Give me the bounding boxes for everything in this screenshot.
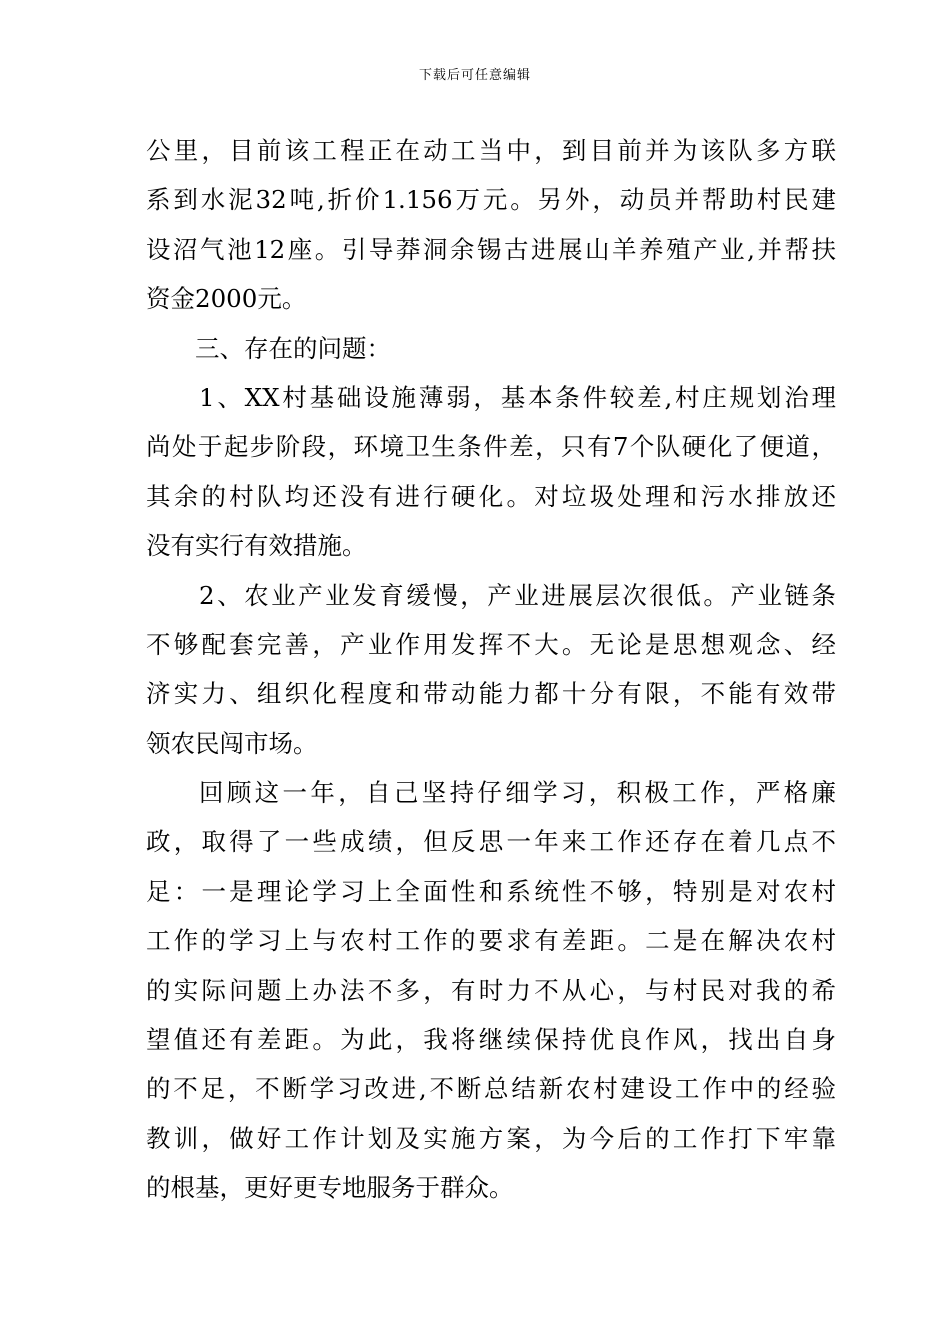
text-line: 教训，做好工作计划及实施方案，为今后的工作打下牢靠 [146, 1123, 836, 1153]
text-line: 政，取得了一些成绩，但反思一年来工作还存在着几点不 [146, 827, 836, 857]
text-line: 的实际问题上办法不多，有时力不从心，与村民对我的希 [146, 975, 836, 1005]
text-line: 2、农业产业发育缓慢，产业进展层次很低。产业链条 [199, 580, 836, 610]
text-line: 望值还有差距。为此，我将继续保持优良作风，找出自身 [146, 1025, 836, 1055]
section-heading [146, 324, 836, 373]
text-line: 资金2000元。 [146, 284, 307, 314]
text-line: 系到水泥32吨,折价1.156万元。另外，动员并帮助村民建 [146, 185, 836, 215]
text-line: 设沼气池12座。引导莽洞余锡古进展山羊养殖产业,并帮扶 [146, 234, 836, 264]
text-line: 不够配套完善，产业作用发挥不大。无论是思想观念、经 [146, 629, 836, 659]
page-header-note: 下载后可任意编辑 [418, 68, 531, 83]
text-line: 工作的学习上与农村工作的要求有差距。二是在解决农村 [146, 926, 836, 956]
text-line: 足：一是理论学习上全面性和系统性不够，特别是对农村 [146, 876, 836, 906]
text-line: 三、存在的问题： [195, 333, 391, 363]
text-line: 的根基，更好更专地服务于群众。 [146, 1173, 514, 1203]
text-line: 领农民闯市场。 [146, 728, 318, 758]
text-line: 尚处于起步阶段，环境卫生条件差，只有7个队硬化了便道， [146, 432, 836, 462]
text-line: 的不足，不断学习改进,不断总结新农村建设工作中的经验 [146, 1074, 836, 1104]
text-line: 没有实行有效措施。 [146, 531, 367, 561]
text-line: 济实力、组织化程度和带动能力都十分有限，不能有效带 [146, 679, 836, 709]
text-line: 回顾这一年，自己坚持仔细学习，积极工作，严格廉 [199, 778, 836, 808]
paragraph [146, 768, 836, 1213]
text-line: 公里，目前该工程正在动工当中，到目前并为该队多方联 [146, 136, 836, 165]
text-line: 其余的村队均还没有进行硬化。对垃圾处理和污水排放还 [146, 481, 836, 511]
paragraph [146, 126, 836, 324]
paragraph [146, 571, 836, 769]
document-body [146, 126, 836, 1213]
paragraph [146, 373, 836, 571]
text-line: 1、XX村基础设施薄弱，基本条件较差,村庄规划治理 [199, 382, 836, 412]
